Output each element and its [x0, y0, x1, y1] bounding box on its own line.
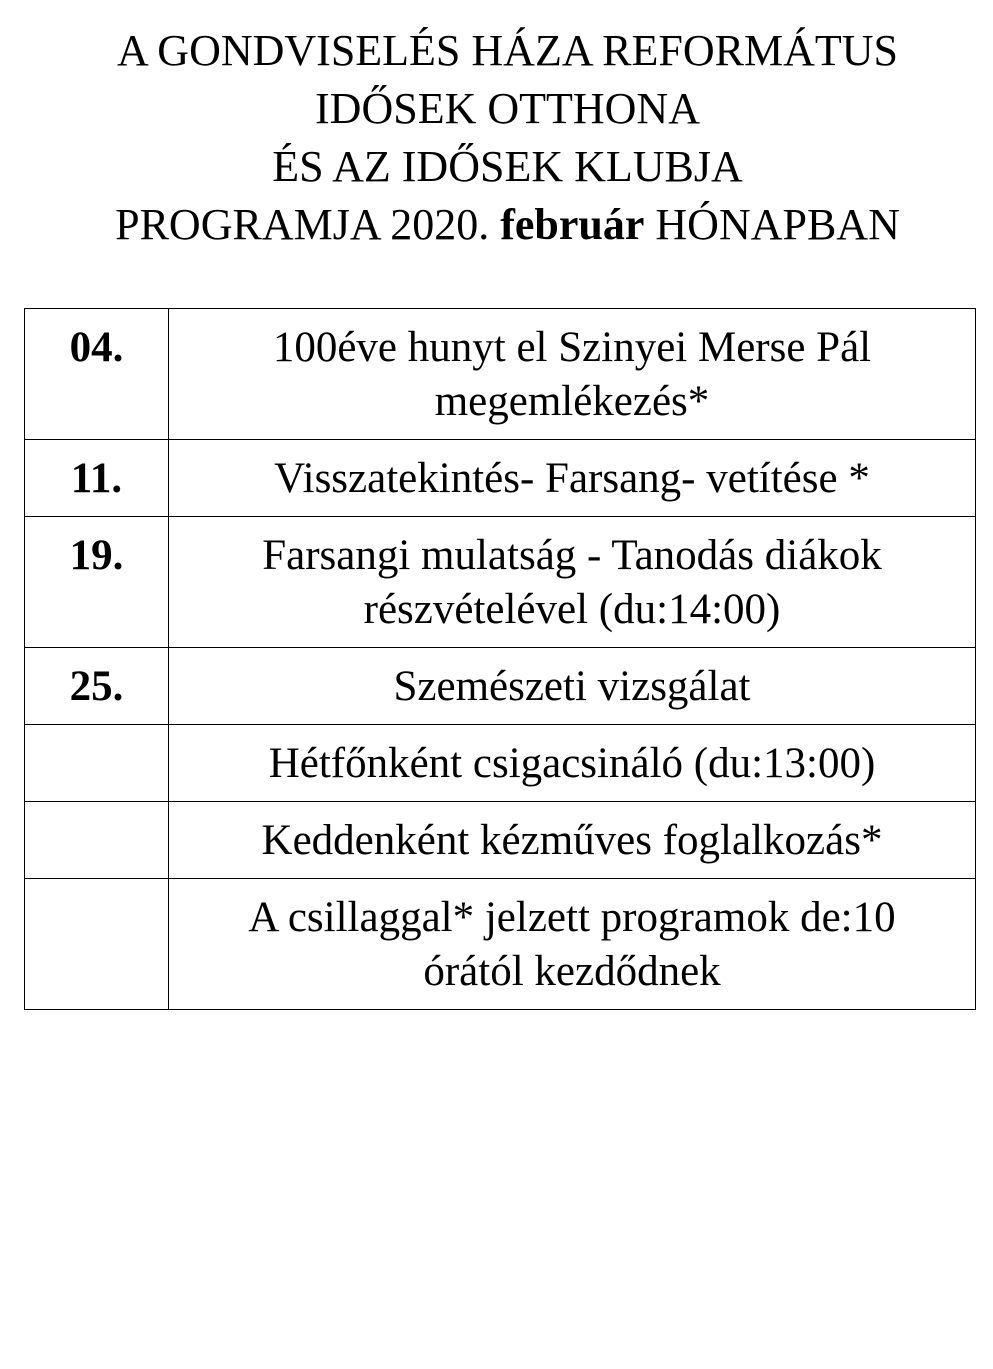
event-line: 100éve hunyt el Szinyei Merse Pál: [272, 324, 872, 371]
table-row: [25, 517, 976, 648]
title-line-2: IDŐSEK OTTHONA: [315, 84, 700, 133]
program-event: [169, 517, 976, 648]
program-date: [25, 802, 169, 879]
table-row: [25, 879, 976, 1010]
event-line: Hétfőnként csigacsináló (du:13:00): [268, 740, 876, 787]
title-year: PROGRAMJA 2020.: [115, 200, 490, 249]
event-line: Szemészeti vizsgálat: [393, 663, 751, 710]
program-date: [25, 879, 169, 1010]
program-date: 11.: [25, 440, 169, 517]
event-line: A csillaggal* jelzett programok de:10: [248, 894, 896, 941]
program-event: [169, 725, 976, 802]
event-line: Visszatekintés- Farsang- vetítése *: [274, 455, 870, 502]
event-line: órától kezdődnek: [423, 948, 721, 995]
program-event: [169, 879, 976, 1010]
event-line: részvételével (du:14:00): [363, 586, 781, 633]
table-row: [25, 725, 976, 802]
program-event: [169, 802, 976, 879]
program-event: [169, 309, 976, 440]
program-table: [24, 308, 976, 1010]
program-date: 04.: [25, 309, 169, 440]
program-event: [169, 440, 976, 517]
program-date: 19.: [25, 517, 169, 648]
program-date: [25, 725, 169, 802]
table-row: [25, 440, 976, 517]
event-line: Farsangi mulatság - Tanodás diákok: [262, 532, 882, 579]
program-event: [169, 648, 976, 725]
table-row: [25, 309, 976, 440]
title-line-3: ÉS AZ IDŐSEK KLUBJA: [272, 142, 743, 191]
title-line-1: A GONDVISELÉS HÁZA REFORMÁTUS: [116, 26, 899, 75]
table-row: [25, 648, 976, 725]
title-line-4: [40, 196, 975, 254]
event-line: megemlékezés*: [434, 378, 710, 425]
program-date: 25.: [25, 648, 169, 725]
title-suffix: HÓNAPBAN: [655, 200, 900, 249]
table-row: [25, 802, 976, 879]
title-month: február: [500, 200, 645, 249]
document-title: [40, 22, 975, 254]
event-line: Keddenként kézműves foglalkozás*: [261, 817, 883, 864]
